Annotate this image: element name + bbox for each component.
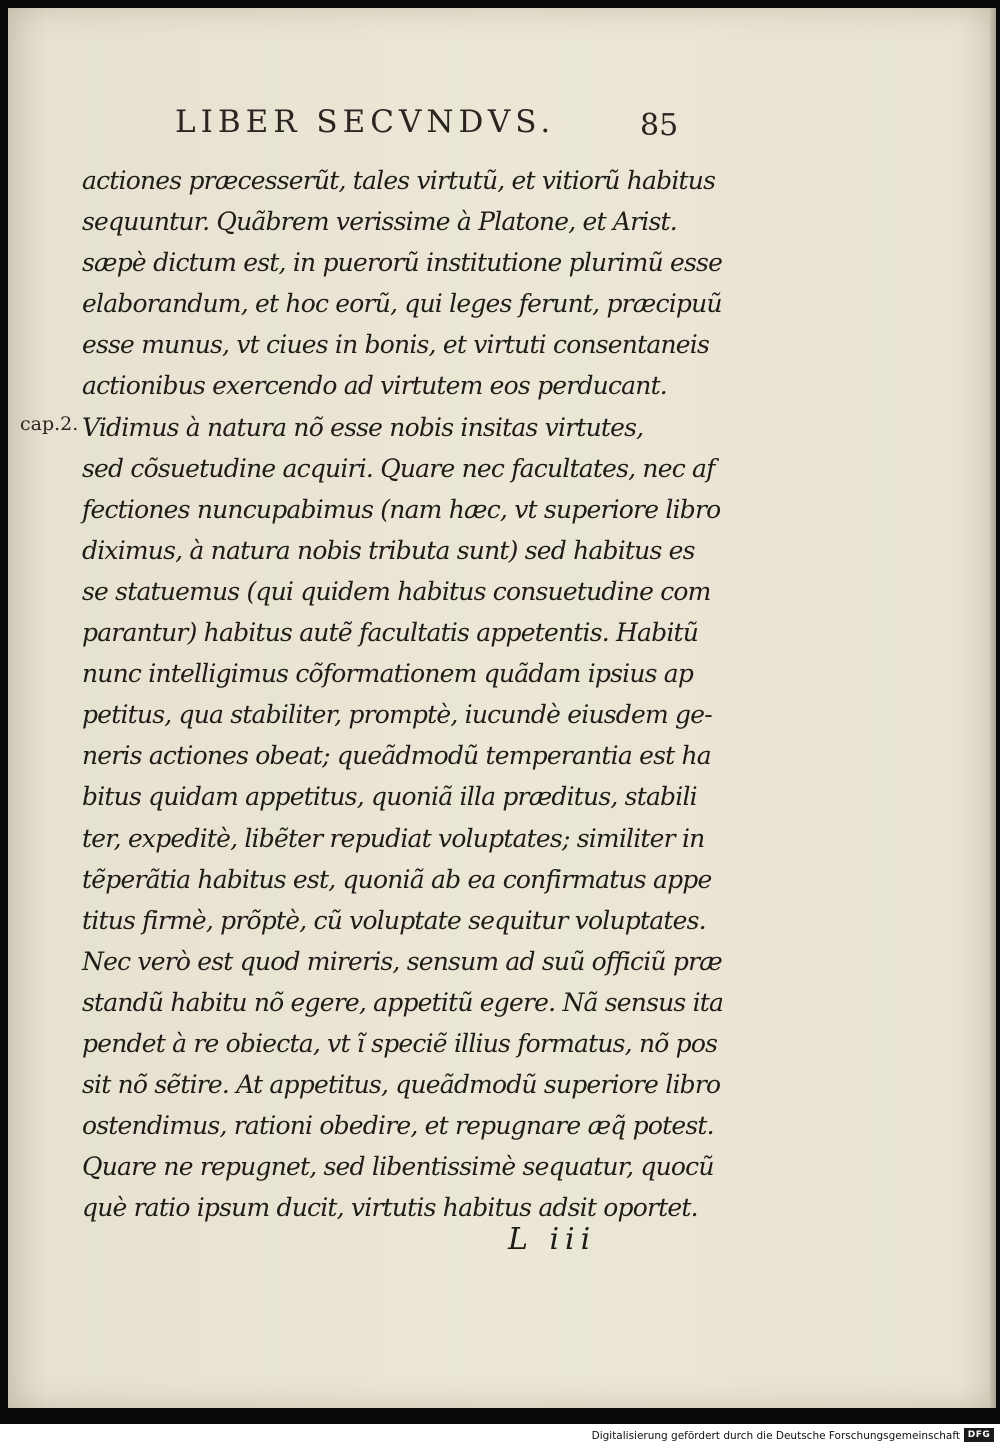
signature-mark: L iii (508, 1222, 597, 1257)
text-line: se statuemus (qui quidem habitus consuetudine com (82, 576, 711, 606)
text-line: actionibus exercendo ad virtutem eos perducant. (82, 371, 667, 401)
text-line: Vidimus à natura nõ esse nobis insitas virtutes, (82, 412, 644, 442)
text-line: parantur) habitus autẽ facultatis appetentis. Habitũ (82, 618, 699, 648)
dfg-logo: DFG (964, 1428, 994, 1442)
text-line: ter, expeditè, libẽter repudiat voluptates; similiter in (82, 823, 705, 853)
text-line: tẽperãtia habitus est, quoniã ab ea confirmatus appe (82, 864, 712, 894)
text-line: nunc intelligimus cõformationem quãdam ipsius ap (82, 659, 694, 689)
text-line: Nec verò est quod mireris, sensum ad suũ officiũ præ (82, 946, 722, 976)
text-line: sequuntur. Quãbrem verissime à Platone, et Arist. (82, 207, 677, 237)
text-line: petitus, qua stabiliter, promptè, iucundè eiusdem ge- (82, 700, 712, 730)
page-edge (990, 8, 996, 1408)
text-line: bitus quidam appetitus, quoniã illa præditus, stabili (82, 782, 697, 812)
text-line: neris actiones obeat; queãdmodũ temperantia est ha (82, 741, 711, 771)
text-line: standũ habitu nõ egere, appetitũ egere. Nã sensus ita (82, 987, 724, 1017)
text-line: ostendimus, rationi obedire, et repugnare æq̃ potest. (82, 1111, 714, 1141)
text-line: fectiones nuncupabimus (nam hæc, vt superiore libro (82, 494, 721, 524)
text-line: què ratio ipsum ducit, virtutis habitus adsit oportet. (82, 1193, 698, 1223)
running-head: LIBER SECVNDVS. (175, 104, 556, 140)
funding-credit: Digitalisierung gefördert durch die Deutsche Forschungsgemeinschaft (591, 1430, 960, 1442)
page-number: 85 (640, 108, 679, 143)
text-line: Quare ne repugnet, sed libentissimè sequatur, quocũ (82, 1152, 714, 1182)
margin-note: cap.2. (20, 413, 79, 435)
text-line: titus firmè, prõptè, cũ voluptate sequitur voluptates. (82, 905, 706, 935)
text-line: pendet à re obiecta, vt ĩ speciẽ illius formatus, nõ pos (82, 1028, 718, 1058)
text-line: esse munus, vt ciues in bonis, et virtuti consentaneis (82, 330, 709, 360)
text-line: diximus, à natura nobis tributa sunt) sed habitus es (82, 535, 695, 565)
text-line: sit nõ sẽtire. At appetitus, queãdmodũ superiore libro (82, 1070, 721, 1100)
text-line: sæpè dictum est, in puerorũ institutione plurimũ esse (82, 248, 723, 278)
text-line: actiones præcesserũt, tales virtutũ, et vitiorũ habitus (82, 166, 716, 195)
text-line: elaborandum, et hoc eorũ, qui leges ferunt, præcipuũ (82, 289, 722, 319)
text-line: sed cõsuetudine acquiri. Quare nec facultates, nec af (82, 453, 715, 483)
body-text (82, 160, 724, 1228)
